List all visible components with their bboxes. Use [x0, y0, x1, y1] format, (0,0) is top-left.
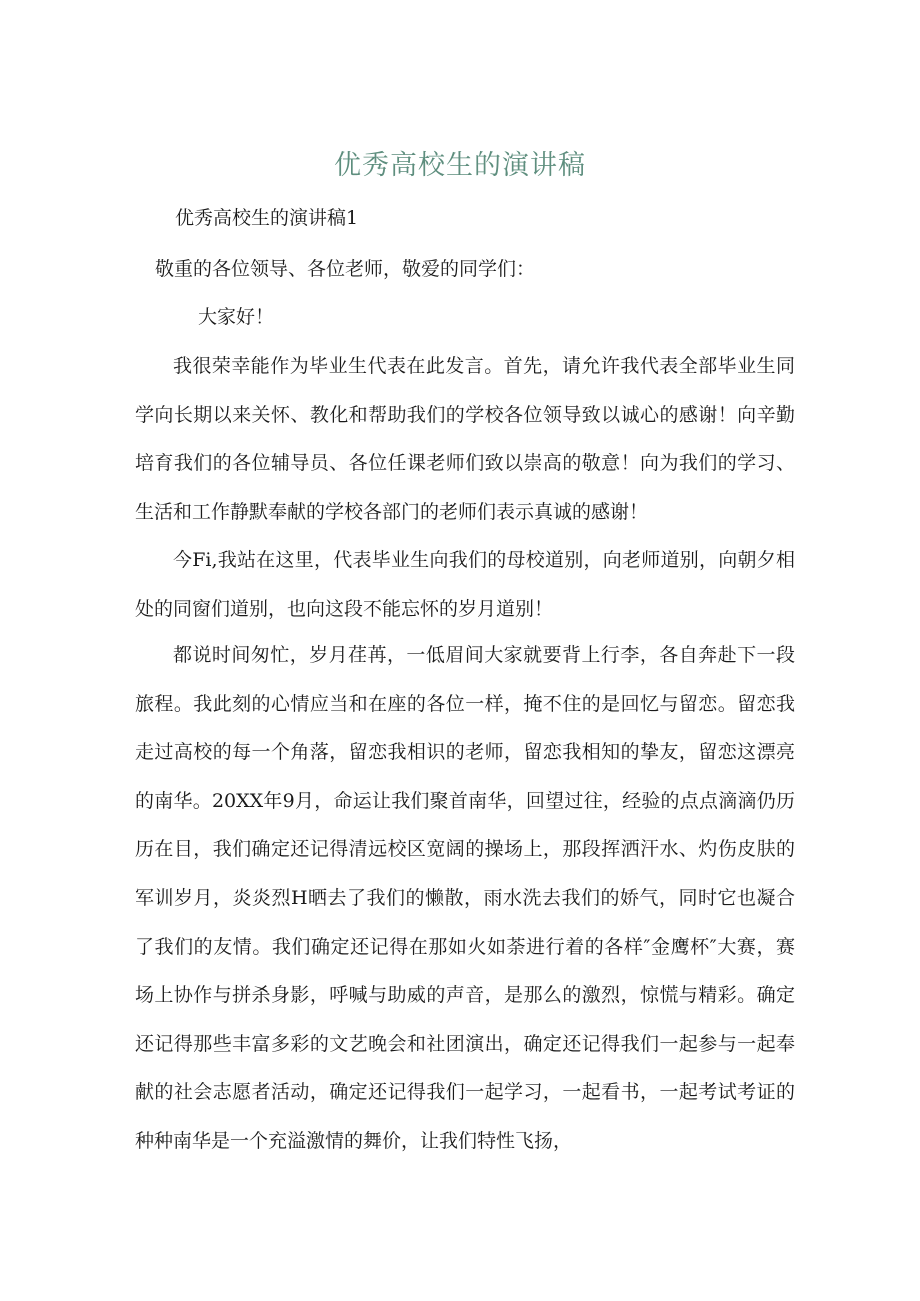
paragraph-3 [135, 631, 795, 1166]
paragraph-text: 我很荣幸能作为毕业生代表在此发言。首先，请允许我代表全部毕业生同学向长期以来关怀、教化和帮助我们的学校各位领导致以诚心的感谢！向辛勤培育我们的各位辅导员、各位任课老师们致以崇高的敬意！向为我们的学习、生活和工作静默奉献的学校各部门的老师们表示真诚的感谢！ [135, 355, 795, 523]
paragraph-text: 都说时间匆忙，岁月荏苒，一低眉间大家就要背上行李，各自奔赴下一段旅程。我此刻的心情应当和在座的各位一样，掩不住的是回忆与留恋。留恋我走过高校的每一个角落，留恋我相识的老师，留恋我相知的挚友，留恋这漂亮的南华。20XX年9月，命运让我们聚首南华，回望过往，经验的点点滴滴仍历历在目，我们确定还记得清远校区宽阔的操场上，那段挥洒汗水、灼伤皮肤的军训岁月，炎炎烈H晒去了我们的懒散，雨水洗去我们的娇气，同时它也凝合了我们的友情。我们确定还记得在那如火如荼进行着的各样″金鹰杯″大赛，赛场上协作与拼杀身影，呼喊与助威的声音，是那么的激烈，惊慌与精彩。确定还记得那些丰富多彩的文艺晚会和社团演出，确定还记得我们一起参与一起奉献的社会志愿者活动，确定还记得我们一起学习，一起看书，一起考试考证的种种南华是一个充溢激情的舞价，让我们特性飞扬， [135, 644, 795, 1152]
paragraph-1 [135, 342, 795, 536]
salutation: 敬重的各位领导、各位老师，敬爱的同学们： [155, 258, 536, 280]
speech-subtitle: 优秀高校生的演讲稿1 [175, 207, 359, 229]
greeting: 大家好！ [198, 306, 275, 328]
paragraph-2 [135, 536, 795, 633]
paragraph-text: 今Fi,我站在这里，代表毕业生向我们的母校道别，向老师道别，向朝夕相处的同窗们道别，也向这段不能忘怀的岁月道别！ [135, 549, 795, 620]
document-title: 优秀高校生的演讲稿 [334, 150, 586, 181]
